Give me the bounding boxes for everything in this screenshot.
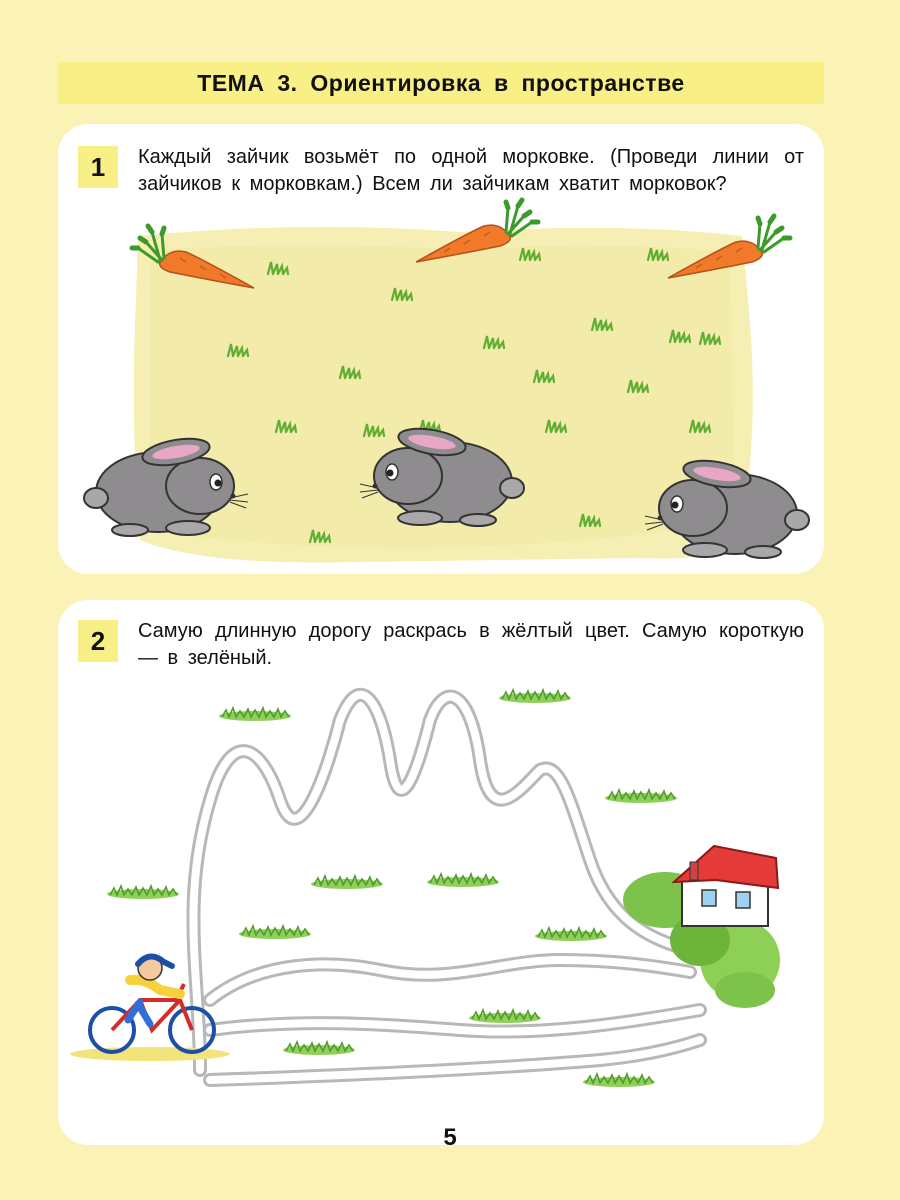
topic-title: ТЕМА 3. Ориентировка в пространстве — [197, 69, 685, 96]
cyclist — [70, 956, 230, 1061]
task-1-number: 1 — [78, 146, 118, 188]
task-1-text: Каждый зайчик возьмёт по одной морковке. (Проведи линии от зайчиков к морковкам.) Всем ли зайчикам хватит морковок? — [138, 146, 804, 195]
task-2-text: Самую длинную дорогу раскрась в жёлтый цвет. Самую короткую — в зелёный. — [138, 620, 804, 669]
roads — [193, 695, 700, 1080]
page-number: 5 — [443, 1124, 457, 1151]
task-2-number: 2 — [78, 620, 118, 662]
